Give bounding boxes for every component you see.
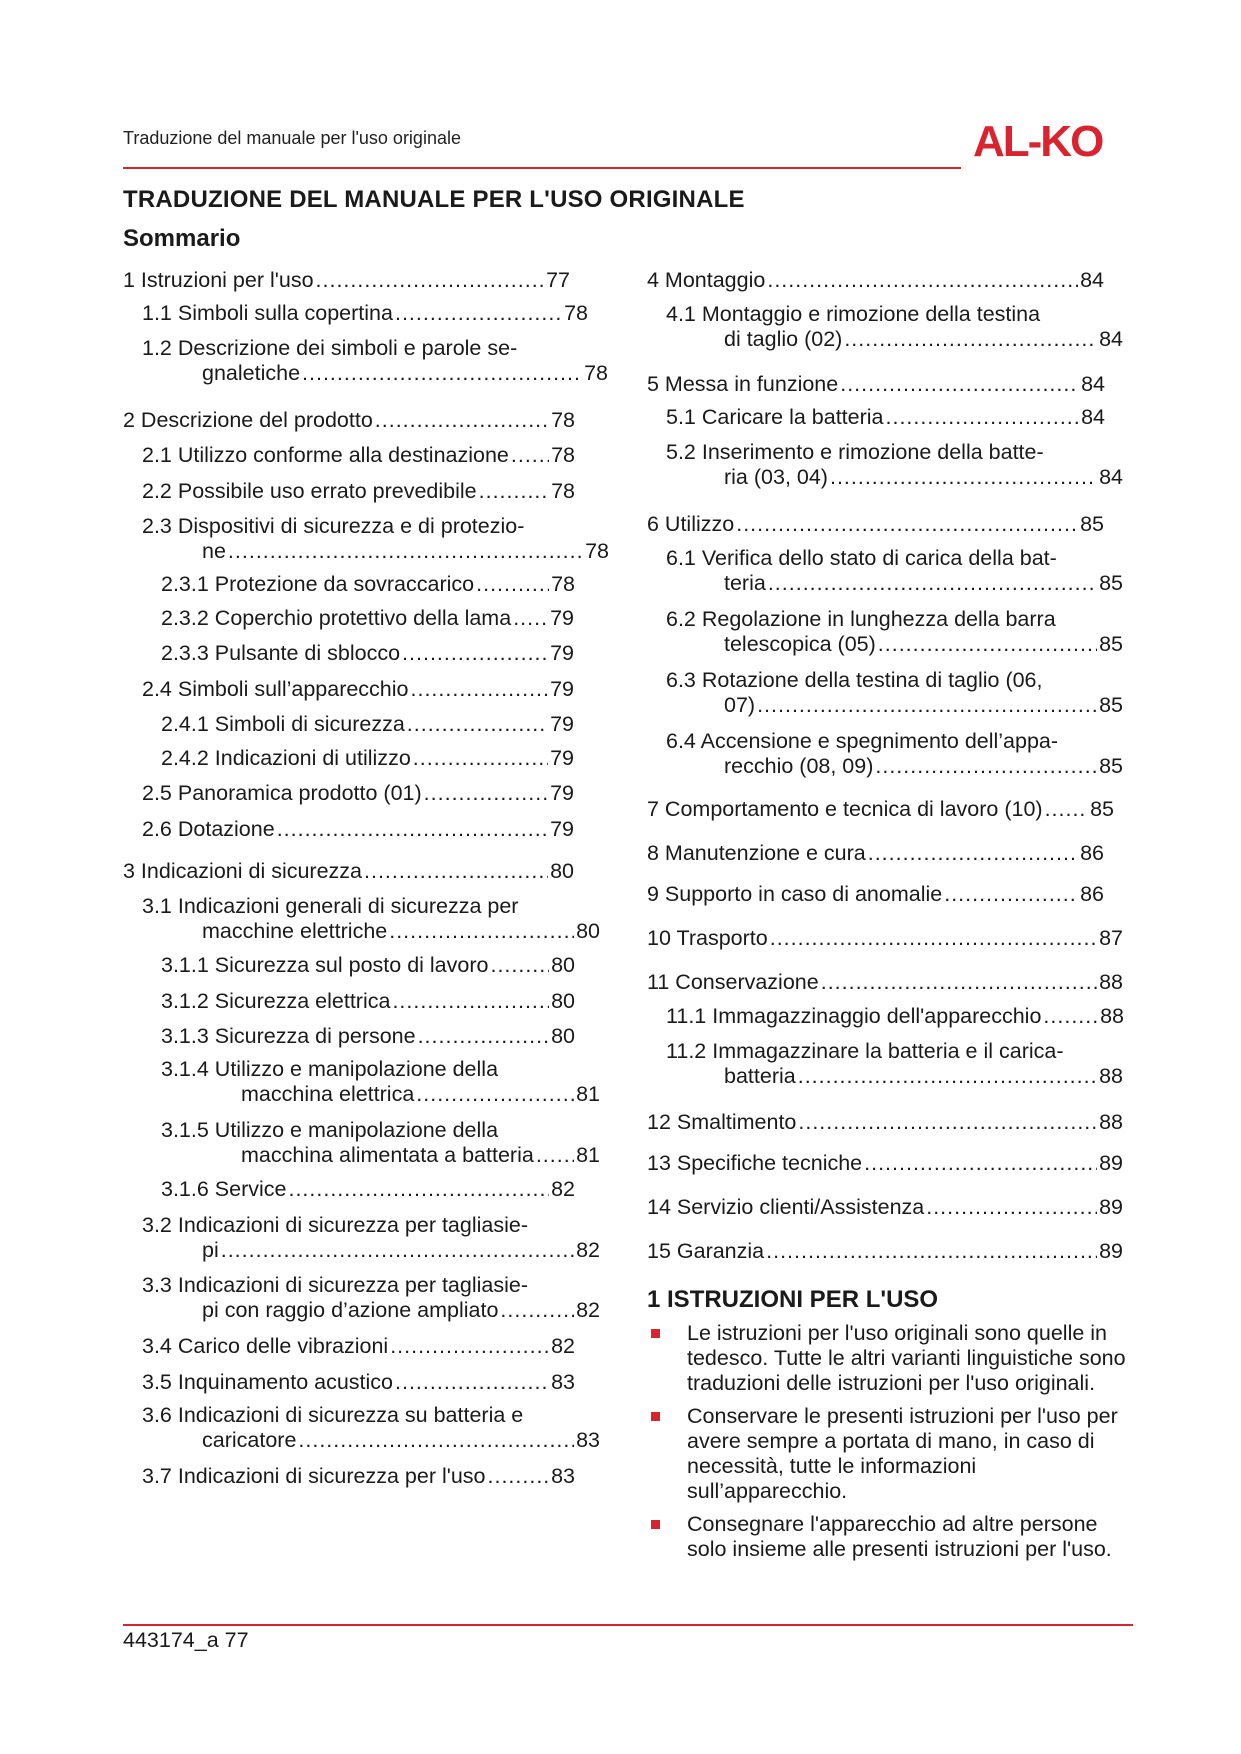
toc-entry[interactable]: 2.3 Dispositivi di sicurezza e di protezio- ne ..... 78 bbox=[142, 514, 609, 564]
footer-docnum-page: 443174_a 77 bbox=[123, 1628, 249, 1652]
toc-entry[interactable]: 3.2 Indicazioni di sicurezza per tagliasie- pi ..... 82 bbox=[142, 1213, 600, 1263]
toc-entry[interactable]: 3.1.1 Sicurezza sul posto di lavoro ..... 80 bbox=[161, 953, 575, 978]
bullet-square-icon bbox=[651, 1520, 660, 1529]
toc-entry[interactable]: 2.3.3 Pulsante di sblocco ..... 79 bbox=[161, 641, 574, 666]
bullet-item: Le istruzioni per l'uso originali sono quelle in tedesco. Tutte le altri varianti linguistiche sono traduzioni delle istruzioni per l'uso originali. bbox=[647, 1321, 1133, 1396]
toc-entry[interactable]: 3 Indicazioni di sicurezza ..... 80 bbox=[123, 859, 574, 884]
toc-entry[interactable]: 2.2 Possibile uso errato prevedibile ..... 78 bbox=[142, 479, 575, 504]
running-header: Traduzione del manuale per l'uso originale bbox=[123, 128, 461, 148]
toc-entry[interactable]: 3.6 Indicazioni di sicurezza su batteria e caricatore ..... 83 bbox=[142, 1403, 600, 1453]
alko-logo bbox=[973, 116, 1133, 162]
toc-entry[interactable]: 3.3 Indicazioni di sicurezza per tagliasie- pi con raggio d’azione ampliato ..... 82 bbox=[142, 1273, 600, 1323]
toc-entry[interactable]: 2.4.1 Simboli di sicurezza ..... 79 bbox=[161, 712, 574, 737]
toc-entry[interactable]: 5 Messa in funzione ..... 84 bbox=[647, 372, 1105, 397]
section-1-bullet-list bbox=[647, 1321, 1133, 1570]
toc-entry[interactable]: 11.2 Immagazzinare la batteria e il carica- batteria ..... 88 bbox=[666, 1039, 1123, 1089]
section-1-heading: 1 ISTRUZIONI PER L'USO bbox=[647, 1286, 939, 1313]
toc-entry[interactable]: 3.5 Inquinamento acustico ..... 83 bbox=[142, 1370, 575, 1395]
bullet-item: Consegnare l'apparecchio ad altre persone solo insieme alle presenti istruzioni per l'uso. bbox=[647, 1512, 1133, 1562]
toc-entry[interactable]: 6.4 Accensione e spegnimento dell’appa- recchio (08, 09) ..... 85 bbox=[666, 729, 1123, 779]
toc-entry[interactable]: 3.1.6 Service ..... 82 bbox=[161, 1177, 575, 1202]
toc-entry[interactable]: 2.6 Dotazione ..... 79 bbox=[142, 817, 574, 842]
toc-entry[interactable]: 4 Montaggio ..... 84 bbox=[647, 268, 1104, 293]
toc-entry[interactable]: 8 Manutenzione e cura ..... 86 bbox=[647, 841, 1104, 866]
toc-entry[interactable]: 3.1 Indicazioni generali di sicurezza per macchine elettriche ..... 80 bbox=[142, 894, 600, 944]
toc-entry[interactable]: 6 Utilizzo ..... 85 bbox=[647, 512, 1104, 537]
toc-entry[interactable]: 2.3.2 Coperchio protettivo della lama ..... 79 bbox=[161, 606, 574, 631]
header-rule bbox=[123, 167, 961, 169]
toc-entry[interactable]: 2 Descrizione del prodotto ..... 78 bbox=[123, 408, 575, 433]
toc-entry[interactable]: 6.3 Rotazione della testina di taglio (06, 07) ..... 85 bbox=[666, 668, 1123, 718]
toc-entry[interactable]: 3.1.5 Utilizzo e manipolazione della macchina alimentata a batteria ..... 81 bbox=[161, 1118, 600, 1168]
toc-entry[interactable]: 12 Smaltimento ..... 88 bbox=[647, 1110, 1123, 1135]
toc-entry[interactable]: 5.2 Inserimento e rimozione della batte- ria (03, 04) ..... 84 bbox=[666, 440, 1123, 490]
toc-entry[interactable]: 7 Comportamento e tecnica di lavoro (10) ..... 85 bbox=[647, 797, 1114, 822]
toc-entry[interactable]: 15 Garanzia ..... 89 bbox=[647, 1239, 1123, 1264]
toc-entry[interactable]: 2.4 Simboli sull’apparecchio ..... 79 bbox=[142, 677, 574, 702]
toc-entry[interactable]: 5.1 Caricare la batteria ..... 84 bbox=[666, 405, 1105, 430]
toc-entry[interactable]: 2.1 Utilizzo conforme alla destinazione ..... 78 bbox=[142, 443, 575, 468]
toc-entry[interactable]: 11 Conservazione ..... 88 bbox=[647, 970, 1123, 995]
svg-text:AL-KO: AL-KO bbox=[973, 117, 1103, 162]
toc-entry[interactable]: 3.4 Carico delle vibrazioni ..... 82 bbox=[142, 1334, 575, 1359]
bullet-square-icon bbox=[651, 1412, 660, 1421]
toc-entry[interactable]: 13 Specifiche tecniche ..... 89 bbox=[647, 1151, 1123, 1176]
bullet-item: Conservare le presenti istruzioni per l'uso per avere sempre a portata di mano, in caso di necessità, tutte le informazioni sull’apparecchio. bbox=[647, 1404, 1133, 1504]
toc-entry[interactable]: 6.2 Regolazione in lunghezza della barra telescopica (05) ..... 85 bbox=[666, 607, 1123, 657]
toc-entry[interactable]: 3.1.3 Sicurezza di persone ..... 80 bbox=[161, 1024, 575, 1049]
toc-entry[interactable]: 11.1 Immagazzinaggio dell'apparecchio ..... 88 bbox=[666, 1004, 1124, 1029]
toc-entry[interactable]: 2.3.1 Protezione da sovraccarico ..... 78 bbox=[161, 572, 575, 597]
toc-entry[interactable]: 1.2 Descrizione dei simboli e parole se- gnaletiche ..... 78 bbox=[142, 336, 608, 386]
toc-entry[interactable]: 3.1.4 Utilizzo e manipolazione della macchina elettrica ..... 81 bbox=[161, 1057, 600, 1107]
toc-entry[interactable]: 9 Supporto in caso di anomalie ..... 86 bbox=[647, 882, 1104, 907]
toc-entry[interactable]: 10 Trasporto ..... 87 bbox=[647, 926, 1123, 951]
document-title: TRADUZIONE DEL MANUALE PER L'USO ORIGINALE bbox=[123, 186, 745, 213]
toc-entry[interactable]: 3.7 Indicazioni di sicurezza per l'uso ..... 83 bbox=[142, 1464, 575, 1489]
toc-entry[interactable]: 14 Servizio clienti/Assistenza ..... 89 bbox=[647, 1195, 1123, 1220]
toc-entry[interactable]: 3.1.2 Sicurezza elettrica ..... 80 bbox=[161, 989, 575, 1014]
toc-heading: Sommario bbox=[123, 225, 241, 252]
toc-entry[interactable]: 4.1 Montaggio e rimozione della testina di taglio (02) ..... 84 bbox=[666, 302, 1123, 352]
toc-entry[interactable]: 1 Istruzioni per l'uso ..... 77 bbox=[123, 268, 570, 293]
toc-entry[interactable]: 6.1 Verifica dello stato di carica della bat- teria ..... 85 bbox=[666, 546, 1123, 596]
footer-rule bbox=[123, 1624, 1133, 1626]
toc-entry[interactable]: 1.1 Simboli sulla copertina ..... 78 bbox=[142, 301, 588, 326]
toc-entry[interactable]: 2.5 Panoramica prodotto (01) ..... 79 bbox=[142, 781, 574, 806]
bullet-square-icon bbox=[651, 1329, 660, 1338]
toc-entry[interactable]: 2.4.2 Indicazioni di utilizzo ..... 79 bbox=[161, 746, 574, 771]
